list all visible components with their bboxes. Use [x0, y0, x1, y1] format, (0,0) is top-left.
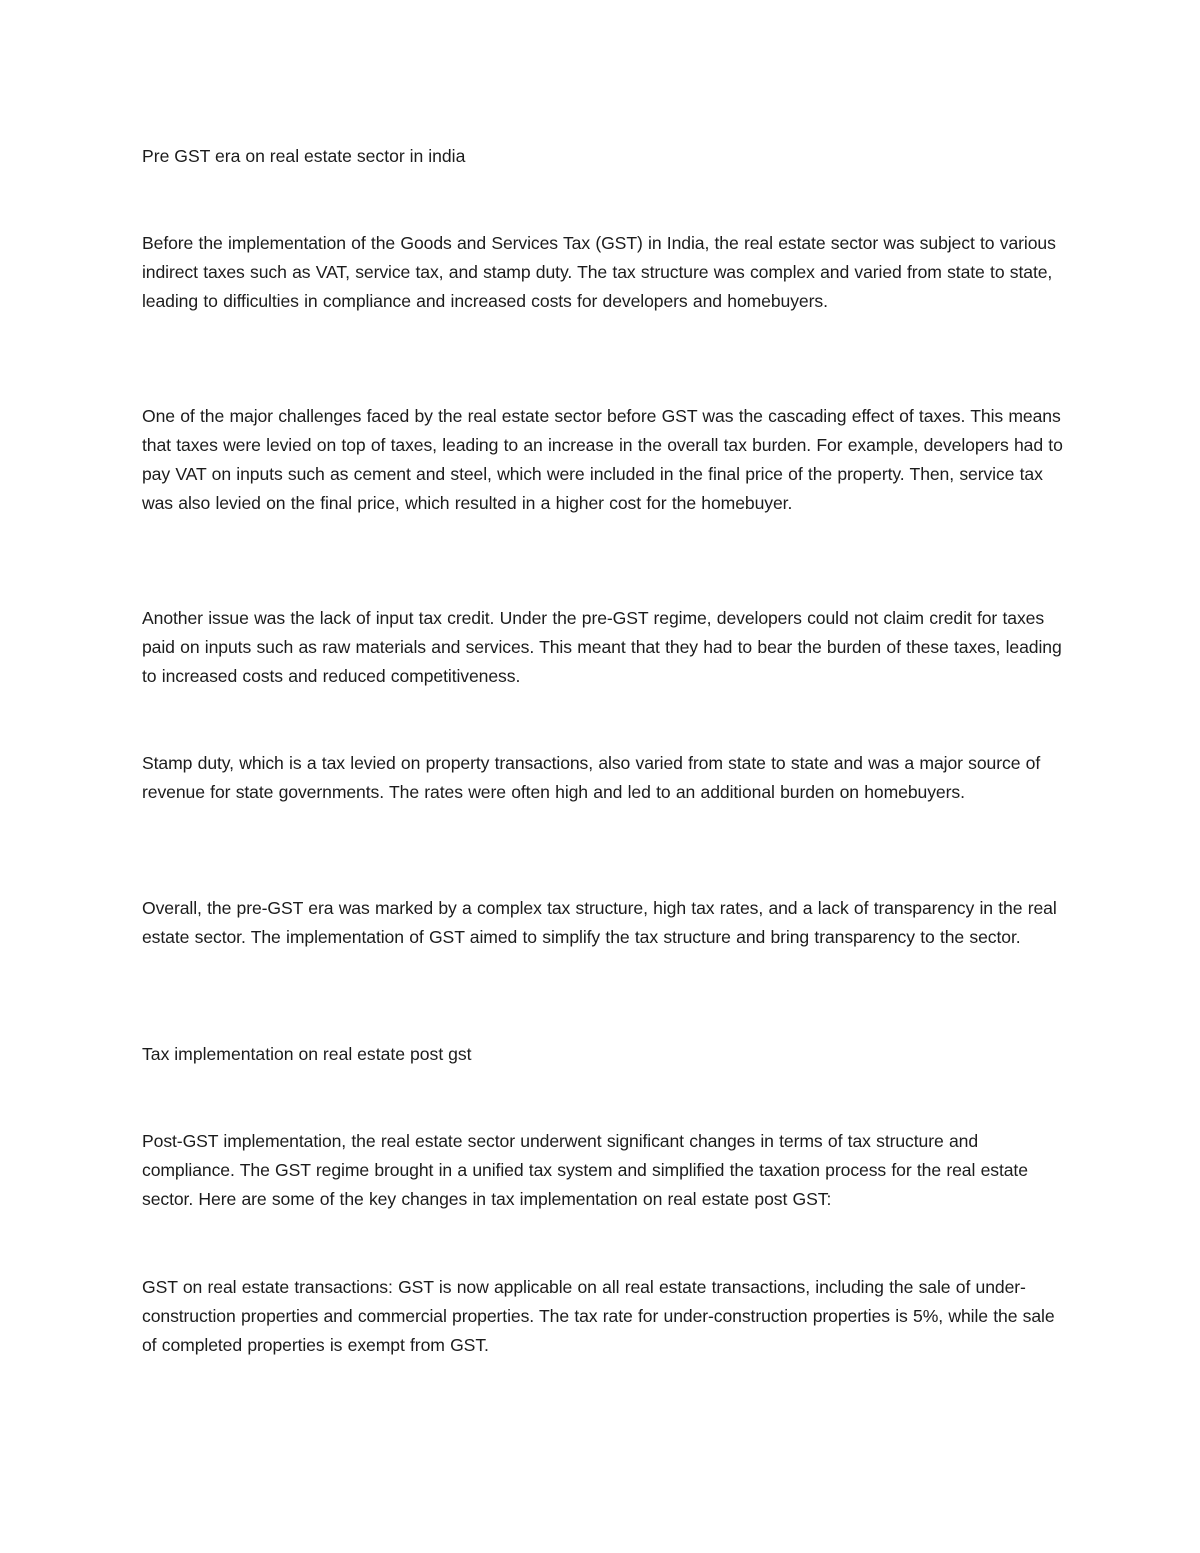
paragraph-post-gst-intro: Post-GST implementation, the real estate sector underwent significant changes in terms of tax structure and compliance. The GST regime brought in a unified tax system and simplified the taxation process for the real estate sector. Here are some of the key changes in tax implementation on real estate post GST: [142, 1131, 1028, 1209]
section-heading-post-gst: Tax implementation on real estate post gst [142, 1044, 472, 1064]
section-heading-pre-gst: Pre GST era on real estate sector in india [142, 146, 466, 166]
paragraph-input-tax-credit: Another issue was the lack of input tax credit. Under the pre-GST regime, developers could not claim credit for taxes paid on inputs such as raw materials and services. This meant that they had to bear the burden of these taxes, leading to increased costs and reduced competitiveness. [142, 608, 1062, 686]
paragraph-overall-pre-gst: Overall, the pre-GST era was marked by a complex tax structure, high tax rates, and a lack of transparency in the real estate sector. The implementation of GST aimed to simplify the tax structure and bring transparency to the sector. [142, 898, 1057, 947]
paragraph-gst-on-transactions: GST on real estate transactions: GST is now applicable on all real estate transactions, including the sale of under-construction properties and commercial properties. The tax rate for under-construction properties is 5%, while the sale of completed properties is exempt from GST. [142, 1277, 1055, 1355]
paragraph-cascading-effect: One of the major challenges faced by the real estate sector before GST was the cascading effect of taxes. This means that taxes were levied on top of taxes, leading to an increase in the overall tax burden. For example, developers had to pay VAT on inputs such as cement and steel, which were included in the final price of the property. Then, service tax was also levied on the final price, which resulted in a higher cost for the homebuyer. [142, 406, 1063, 513]
paragraph-stamp-duty: Stamp duty, which is a tax levied on property transactions, also varied from state to state and was a major source of revenue for state governments. The rates were often high and led to an additional burden on homebuyers. [142, 753, 1041, 802]
paragraph-pre-gst-intro: Before the implementation of the Goods and Services Tax (GST) in India, the real estate sector was subject to various indirect taxes such as VAT, service tax, and stamp duty. The tax structure was complex and varied from state to state, leading to difficulties in compliance and increased costs for developers and homebuyers. [142, 233, 1056, 311]
